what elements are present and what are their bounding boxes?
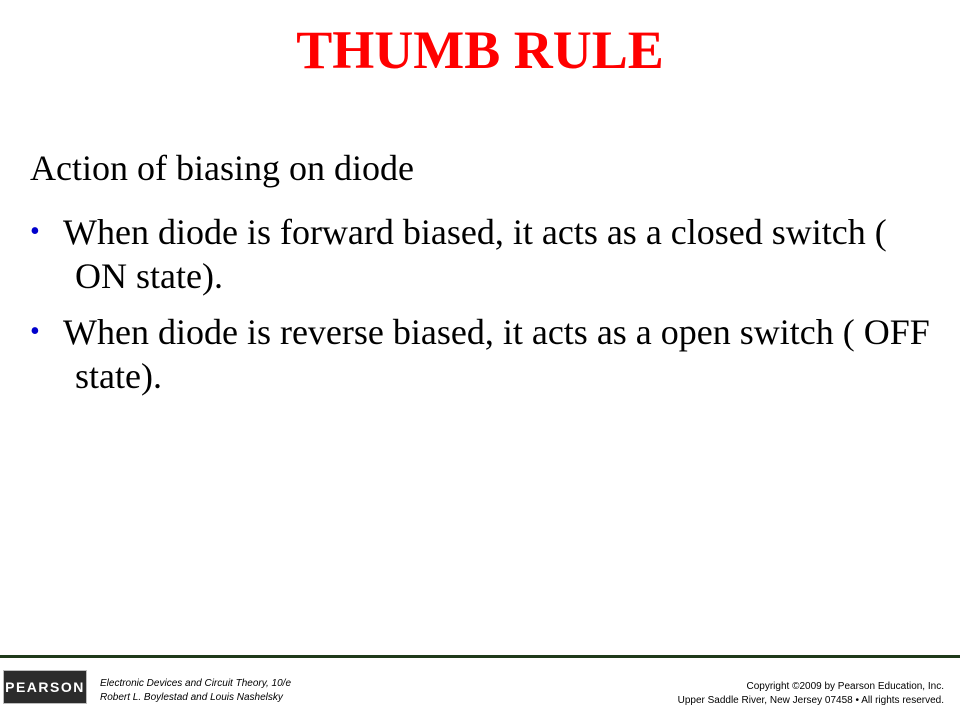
bullet-item-reverse xyxy=(30,310,930,398)
bullet-icon: • xyxy=(30,216,40,247)
slide-title: THUMB RULE xyxy=(296,20,664,80)
bullet-text: When diode is reverse biased, it acts as a open switch ( OFF state). xyxy=(63,312,930,396)
bullet-item-forward xyxy=(30,210,930,298)
copyright-line: Copyright ©2009 by Pearson Education, Inc. xyxy=(746,681,944,692)
book-title: Electronic Devices and Circuit Theory, 10/e xyxy=(100,678,292,689)
copyright-notice xyxy=(678,680,944,708)
book-credit xyxy=(100,677,291,705)
rights-line: Upper Saddle River, New Jersey 07458 • All rights reserved. xyxy=(677,695,944,706)
bullet-text: When diode is forward biased, it acts as a closed switch ( ON state). xyxy=(63,212,887,296)
footer-divider xyxy=(0,655,960,658)
bullet-list xyxy=(30,210,930,410)
bullet-icon: • xyxy=(30,316,40,347)
intro-text: Action of biasing on diode xyxy=(30,148,414,188)
book-authors: Robert L. Boylestad and Louis Nashelsky xyxy=(100,692,283,703)
pearson-logo: PEARSON xyxy=(3,670,87,704)
